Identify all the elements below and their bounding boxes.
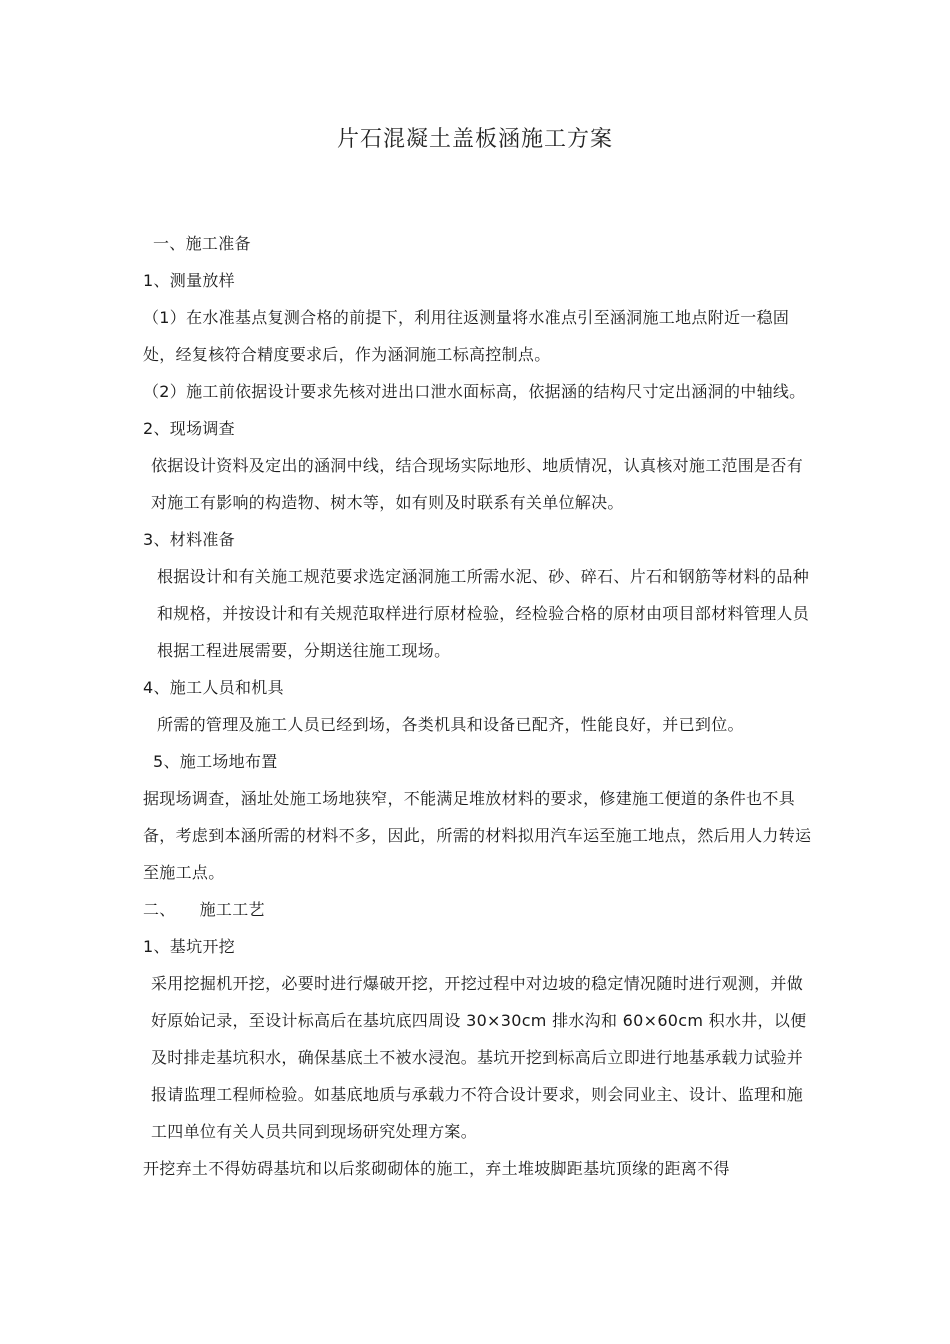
section-heading: 一、施工准备 — [153, 234, 251, 253]
paragraph: 依据设计资料及定出的涵洞中线，结合现场实际地形、地质情况，认真核对施工范围是否有对施工有影响的构造物、树木等，如有则及时联系有关单位解决。 — [151, 456, 804, 512]
subsection-heading: 3、材料准备 — [143, 530, 235, 549]
paragraph: 根据设计和有关施工规范要求选定涵洞施工所需水泥、砂、碎石、片石和钢筋等材料的品种和规格，并按设计和有关规范取样进行原材检验，经检验合格的原材由项目部材料管理人员根据工程进展需要，分期送往施工现场。 — [157, 567, 810, 660]
subsection-heading: 1、测量放样 — [143, 271, 235, 290]
subsection-heading: 5、施工场地布置 — [153, 752, 278, 771]
paragraph: （1）在水准基点复测合格的前提下，利用往返测量将水准点引至涵洞施工地点附近一稳固处，经复核符合精度要求后，作为涵洞施工标高控制点。 — [143, 308, 790, 364]
paragraph: 开挖弃土不得妨碍基坑和以后浆砌砌体的施工，弃土堆坡脚距基坑顶缘的距离不得 — [143, 1159, 730, 1178]
subsection-heading: 2、现场调查 — [143, 419, 235, 438]
paragraph: 采用挖掘机开挖，必要时进行爆破开挖，开挖过程中对边坡的稳定情况随时进行观测，并做好原始记录，至设计标高后在基坑底四周设 30×30cm 排水沟和 60×60cm 积水井，以便及时排走基坑积水，确保基底土不被水浸泡。基坑开挖到标高后立即进行地基承载力试验并报请监理工程师检验。如基底地质与承载力不符合设计要求，则会同业主、设计、监理和施工四单位有关人员共同到现场研究处理方案。 — [151, 974, 807, 1141]
document-title: 片石混凝土盖板涵施工方案 — [336, 127, 613, 152]
paragraph: （2）施工前依据设计要求先核对进出口泄水面标高，依据涵的结构尺寸定出涵洞的中轴线。 — [143, 382, 806, 401]
paragraph: 据现场调查，涵址处施工场地狭窄，不能满足堆放材料的要求，修建施工便道的条件也不具备，考虑到本涵所需的材料不多，因此，所需的材料拟用汽车运至施工地点，然后用人力转运至施工点。 — [143, 789, 812, 882]
section-number: 二、 — [143, 900, 176, 919]
paragraph: 所需的管理及施工人员已经到场，各类机具和设备已配齐，性能良好，并已到位。 — [157, 715, 744, 734]
subsection-heading: 4、施工人员和机具 — [143, 678, 284, 697]
subsection-heading: 1、基坑开挖 — [143, 937, 235, 956]
section-heading — [143, 891, 813, 928]
section-title: 施工工艺 — [199, 900, 265, 919]
document-body — [143, 225, 813, 1187]
